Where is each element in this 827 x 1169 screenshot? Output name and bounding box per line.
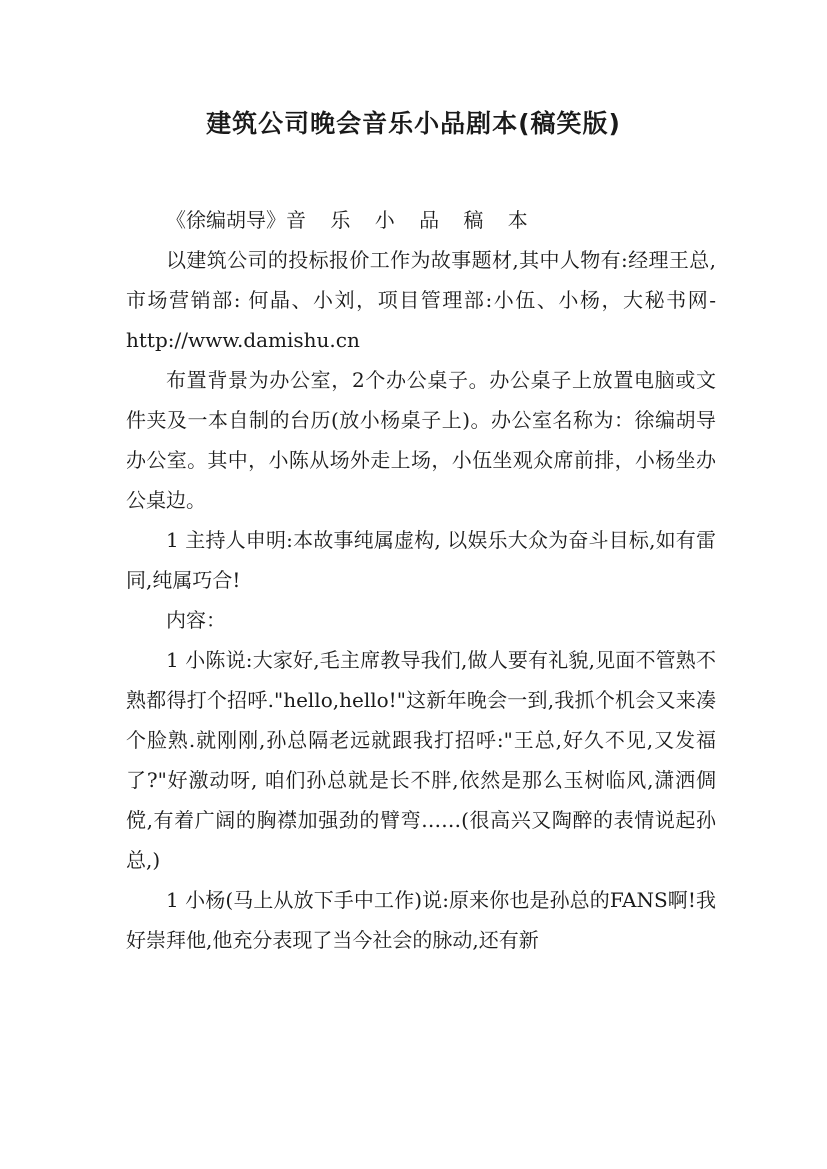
paragraph-disclaimer: 1 主持人申明:本故事纯属虚构, 以娱乐大众为奋斗目标,如有雷同,纯属巧合! (126, 528, 716, 592)
document-title: 建筑公司晚会音乐小品剧本(稿笑版) (206, 109, 621, 138)
document-body (126, 200, 716, 960)
paragraph-dialogue-xiaoyang: 1 小杨(马上从放下手中工作)说:原来你也是孙总的FANS啊!我好崇拜他,他充分表现了当今社会的脉动,还有新 (126, 888, 716, 952)
paragraph-subtitle (126, 200, 716, 240)
paragraph-dialogue-xiaochen: 1 小陈说:大家好,毛主席教导我们,做人要有礼貌,见面不管熟不熟都得打个招呼."hello,hello!"这新年晚会一到,我抓个机会又来凑个脸熟.就刚刚,孙总隔老远就跟我打招呼:"王总,好久不见,又发福了?"好激动呀, 咱们孙总就是长不胖,依然是那么玉树临风,潇洒倜傥,有着广阔的胸襟加强劲的臂弯……(很高兴又陶醉的表情说起孙总,) (126, 648, 716, 872)
subtitle-text: 音 乐 小 品 稿 本 (286, 208, 537, 232)
paragraph-characters: 以建筑公司的投标报价工作为故事题材,其中人物有:经理王总,市场营销部: 何晶、小刘，项目管理部:小伍、小杨，大秘书网-http://www.damishu.cn (126, 248, 716, 352)
paragraph-content-heading: 内容： (166, 608, 226, 632)
subtitle-prefix: 《徐编胡导》 (166, 208, 286, 232)
paragraph-setting: 布置背景为办公室，2个办公桌子。办公桌子上放置电脑或文件夹及一本自制的台历(放小杨桌子上)。办公室名称为：徐编胡导办公室。其中，小陈从场外走上场，小伍坐观众席前排，小杨坐办公桌边。 (126, 368, 716, 512)
